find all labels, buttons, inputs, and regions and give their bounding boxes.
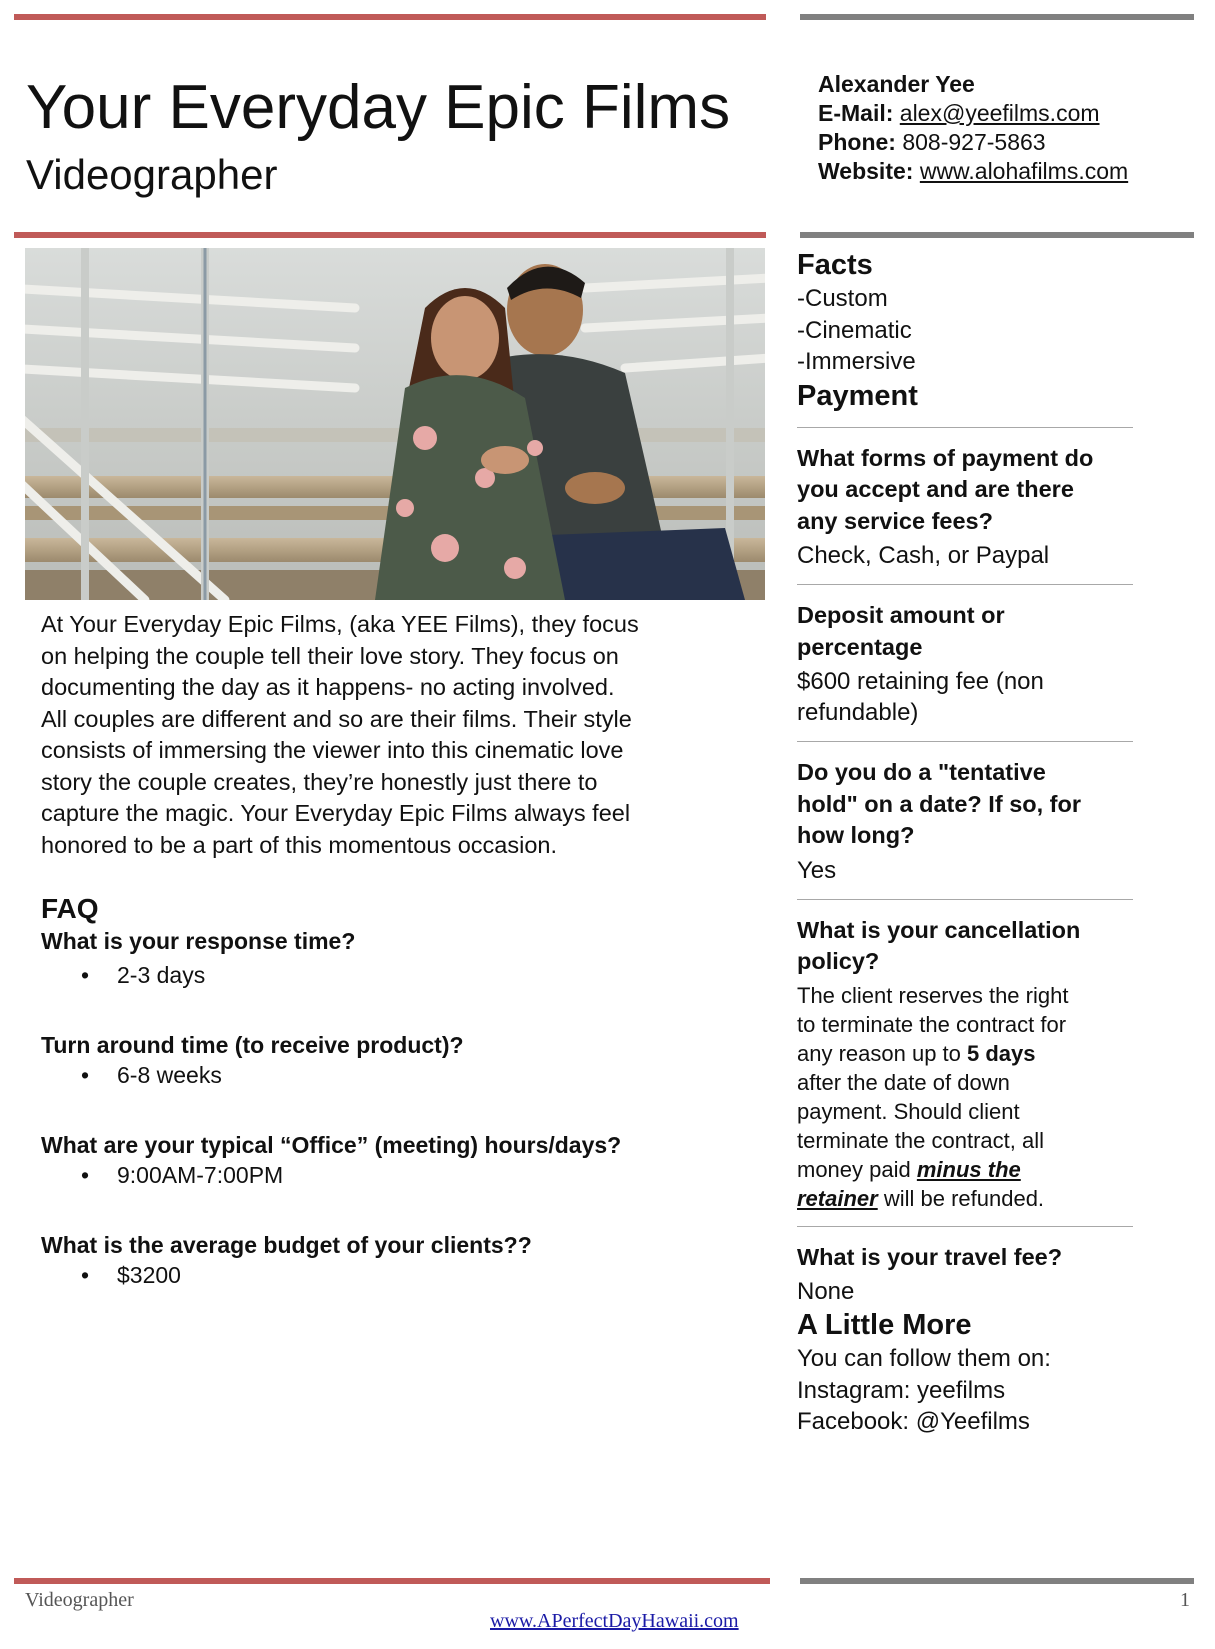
divider xyxy=(797,741,1133,742)
page-title: Your Everyday Epic Films xyxy=(26,73,731,142)
deposit-question: Deposit amount or percentage xyxy=(797,602,1005,660)
more-line: Instagram: yeefilms xyxy=(797,1376,1006,1404)
faq-answer xyxy=(41,1160,766,1190)
contact-email-row xyxy=(818,99,1128,128)
faq-question: What is the average budget of your clients?? xyxy=(41,1232,532,1258)
sidebar xyxy=(797,247,1133,1438)
payment-forms-answer: Check, Cash, or Paypal xyxy=(797,542,1050,569)
cancellation-question: What is your cancellation policy? xyxy=(797,916,1081,974)
couple-photo xyxy=(25,248,765,600)
hold-question: Do you do a "tentative hold" on a date? If so, for how long? xyxy=(797,759,1081,848)
email-link[interactable]: alex@yeefilms.com xyxy=(899,100,1100,126)
about-line: consists of immersing the viewer into this cinematic love xyxy=(41,737,624,763)
header-rule-left xyxy=(14,232,766,238)
fact-item: -Cinematic xyxy=(797,316,912,344)
divider xyxy=(797,584,1133,585)
couple-photo-illustration xyxy=(25,248,765,600)
contact-website-row xyxy=(818,157,1128,186)
faq-answer-text: $3200 xyxy=(117,1262,181,1288)
faq-section xyxy=(41,892,766,1290)
divider xyxy=(797,899,1133,900)
top-rule-right xyxy=(800,14,1194,20)
about-line: documenting the day as it happens- no acting involved. xyxy=(41,674,615,700)
faq-answer xyxy=(41,1260,766,1290)
fact-item: -Immersive xyxy=(797,348,916,375)
divider xyxy=(797,427,1133,428)
footer-link[interactable]: www.APerfectDayHawaii.com xyxy=(490,1610,739,1632)
cancellation-answer: The client reserves the right to terminate the contract for any reason up to 5 days after the date of down payment. Should client terminate the contract, all money paid minus the retainer will be refunded. xyxy=(797,982,1069,1211)
header-rule-right xyxy=(800,232,1194,238)
contact-phone-row xyxy=(818,128,1128,157)
fact-item: -Custom xyxy=(797,285,888,312)
about-line: on helping the couple tell their love story. They focus on xyxy=(41,642,619,669)
facts-heading: Facts xyxy=(797,249,873,281)
faq-answer-text: 9:00AM-7:00PM xyxy=(117,1162,284,1188)
website-label: Website: xyxy=(818,158,914,184)
deposit-answer: $600 retaining fee (non refundable) xyxy=(797,668,1044,726)
faq-answer-text: 2-3 days xyxy=(117,962,206,988)
about-line: capture the magic. Your Everyday Epic Films always feel xyxy=(41,800,631,826)
travel-answer: None xyxy=(797,1278,855,1305)
divider xyxy=(797,1226,1133,1227)
footer-rule-left xyxy=(14,1578,770,1584)
faq-heading: FAQ xyxy=(41,893,99,924)
about-line: story the couple creates, they’re honestly just there to xyxy=(41,768,598,795)
bullet-icon: • xyxy=(81,1062,90,1088)
phone-value: 808-927-5863 xyxy=(902,129,1046,155)
faq-answer-text: 6-8 weeks xyxy=(117,1062,222,1088)
faq-question: What is your response time? xyxy=(41,928,356,954)
about-line: All couples are different and so are their films. Their style xyxy=(41,705,632,732)
faq-answer xyxy=(41,960,766,990)
contact-name: Alexander Yee xyxy=(818,71,975,97)
travel-question: What is your travel fee? xyxy=(797,1243,1063,1270)
faq-answer xyxy=(41,1060,766,1090)
more-heading: A Little More xyxy=(797,1309,972,1341)
top-rule-left xyxy=(14,14,766,20)
payment-heading: Payment xyxy=(797,379,918,412)
hold-answer: Yes xyxy=(797,856,837,884)
faq-question: What are your typical “Office” (meeting) hours/days? xyxy=(41,1132,622,1158)
faq-question: Turn around time (to receive product)? xyxy=(41,1032,464,1058)
about-paragraph xyxy=(41,609,766,861)
website-link[interactable]: www.alohafilms.com xyxy=(919,158,1129,184)
more-line: You can follow them on: xyxy=(797,1345,1051,1372)
phone-label: Phone: xyxy=(818,129,896,155)
email-label: E-Mail: xyxy=(818,100,894,126)
more-line: Facebook: @Yeefilms xyxy=(797,1408,1030,1435)
bullet-icon: • xyxy=(81,962,90,988)
about-line: honored to be a part of this momentous occasion. xyxy=(41,831,558,858)
payment-forms-question: What forms of payment do you accept and are there any service fees? xyxy=(797,444,1094,534)
about-line: At Your Everyday Epic Films, (aka YEE Films), they focus xyxy=(41,611,639,637)
bullet-icon: • xyxy=(81,1162,90,1188)
footer-rule-right xyxy=(800,1578,1194,1584)
contact-block xyxy=(818,70,1128,186)
page-number: 1 xyxy=(1180,1589,1190,1611)
bullet-icon: • xyxy=(81,1262,90,1288)
page-subtitle: Videographer xyxy=(26,151,278,198)
footer-label: Videographer xyxy=(25,1589,134,1611)
